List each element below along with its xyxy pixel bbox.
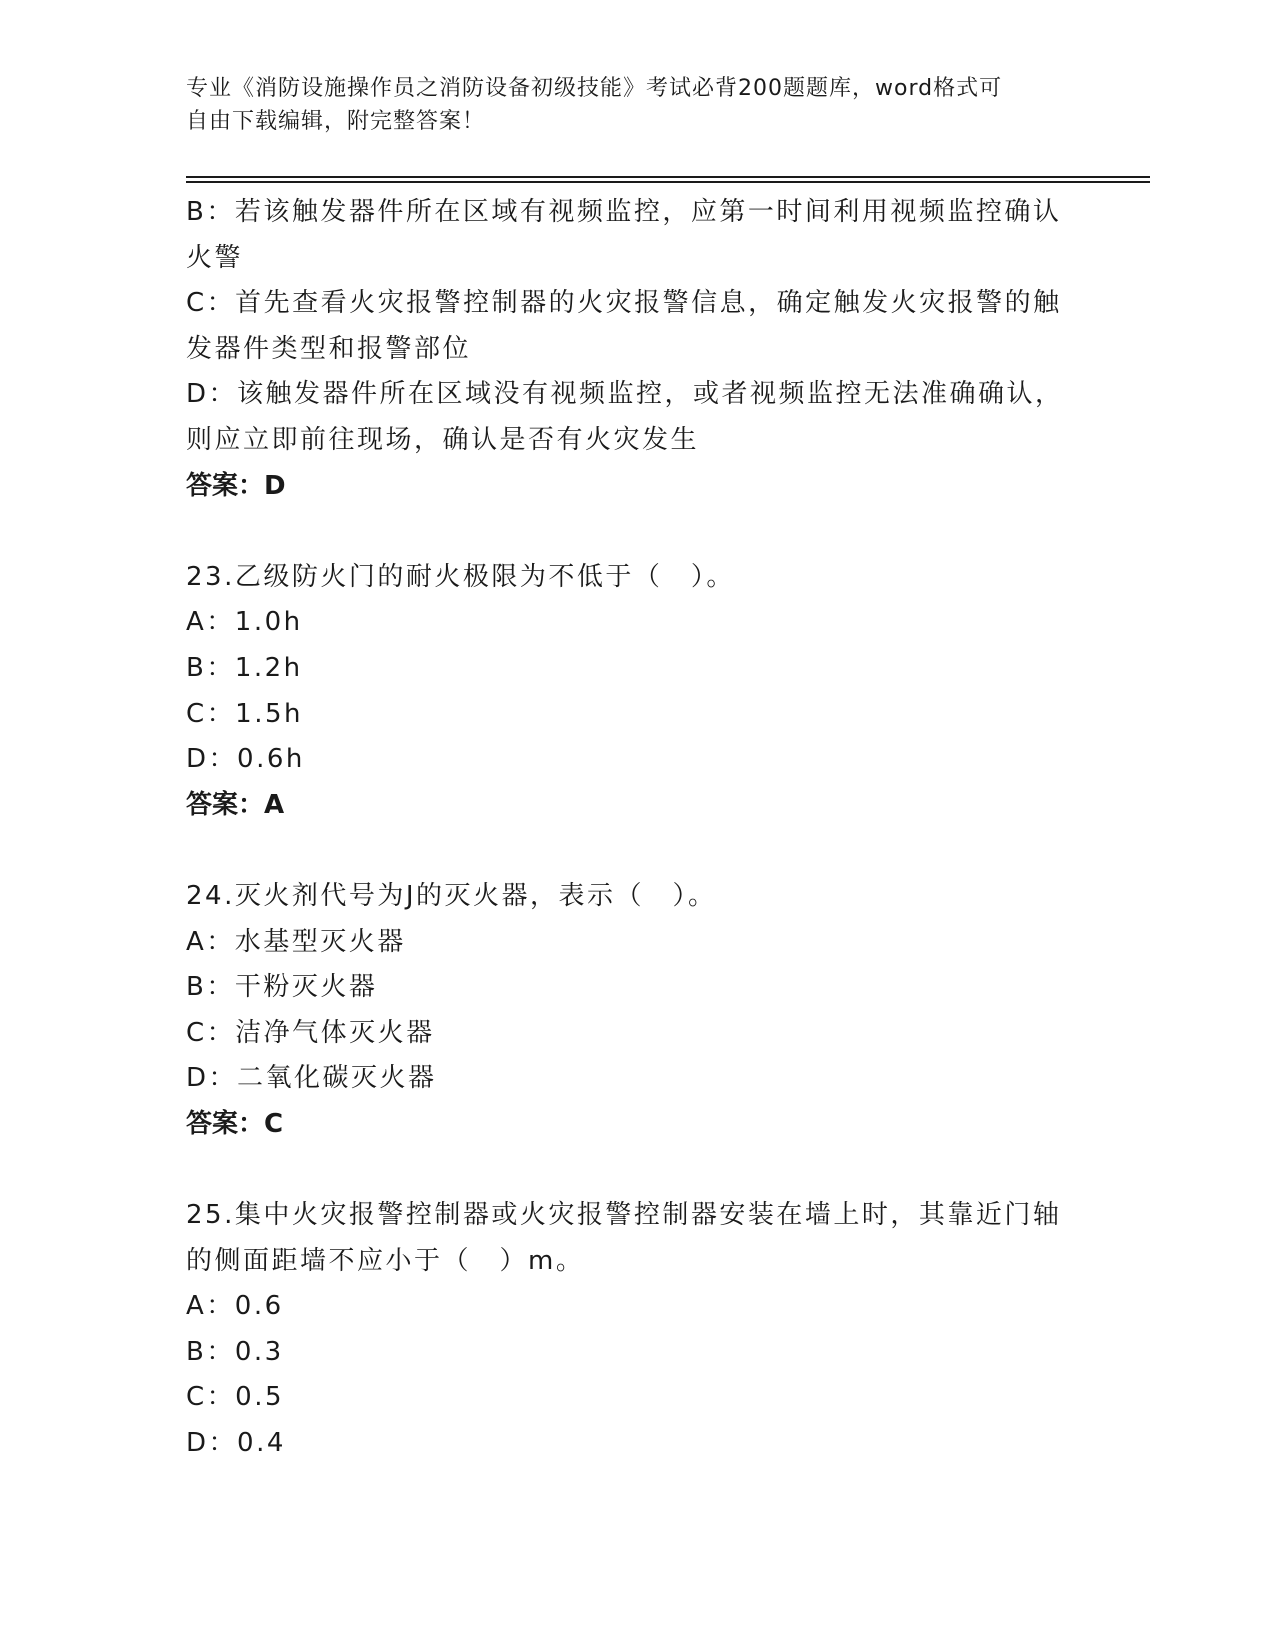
q22-answer: 答案：D	[186, 470, 286, 501]
q25-question-line-1: 25.集中火灾报警控制器或火灾报警控制器安装在墙上时，其靠近门轴	[186, 1200, 1062, 1231]
q24-option-c: C：洁净气体灭火器	[186, 1017, 435, 1048]
q23-option-d: D：0.6h	[186, 744, 305, 775]
question-25-block	[186, 1193, 1086, 1467]
q25-question-line-2: 的侧面距墙不应小于（ ）m。	[186, 1245, 585, 1276]
spacer	[186, 509, 1086, 555]
q24-option-b: B：干粉灭火器	[186, 972, 378, 1003]
q24-answer: 答案：C	[186, 1108, 284, 1139]
q25-option-d: D：0.4	[186, 1428, 286, 1459]
q23-question: 23.乙级防火门的耐火极限为不低于（ ）。	[186, 561, 735, 592]
q22-option-b-line-2: 火警	[186, 242, 244, 273]
q24-question: 24.灭火剂代号为J的灭火器，表示（ ）。	[186, 880, 717, 911]
q24-option-a: A：水基型灭火器	[186, 926, 406, 957]
q25-option-a: A：0.6	[186, 1291, 284, 1322]
spacer	[186, 1147, 1086, 1193]
q23-option-a: A：1.0h	[186, 607, 303, 638]
q22-option-c-line-1: C：首先查看火灾报警控制器的火灾报警信息，确定触发火灾报警的触	[186, 288, 1062, 319]
q23-option-c: C：1.5h	[186, 698, 303, 729]
question-23-block	[186, 555, 1086, 829]
header-title-line-2: 自由下载编辑，附完整答案！	[186, 109, 486, 134]
header-rule-bottom	[186, 181, 1150, 183]
header-title-line-1: 专业《消防设施操作员之消防设备初级技能》考试必背200题题库，word格式可	[186, 76, 1003, 101]
q22-option-d-line-1: D：该触发器件所在区域没有视频监控，或者视频监控无法准确确认，	[186, 379, 1064, 410]
q22-option-d-line-2: 则应立即前往现场，确认是否有火灾发生	[186, 424, 700, 455]
q25-option-c: C：0.5	[186, 1382, 285, 1413]
q23-option-b: B：1.2h	[186, 652, 303, 683]
question-22-block	[186, 190, 1086, 509]
q25-option-b: B：0.3	[186, 1336, 284, 1367]
question-24-block	[186, 874, 1086, 1148]
document-header	[186, 72, 1086, 138]
q22-option-b-line-1: B：若该触发器件所在区域有视频监控，应第一时间利用视频监控确认	[186, 197, 1062, 227]
q24-option-d: D：二氧化碳灭火器	[186, 1063, 437, 1094]
spacer	[186, 828, 1086, 874]
header-rule-top	[186, 176, 1150, 178]
document-body	[186, 190, 1086, 1467]
q22-option-c-line-2: 发器件类型和报警部位	[186, 333, 472, 364]
q23-answer: 答案：A	[186, 789, 285, 820]
